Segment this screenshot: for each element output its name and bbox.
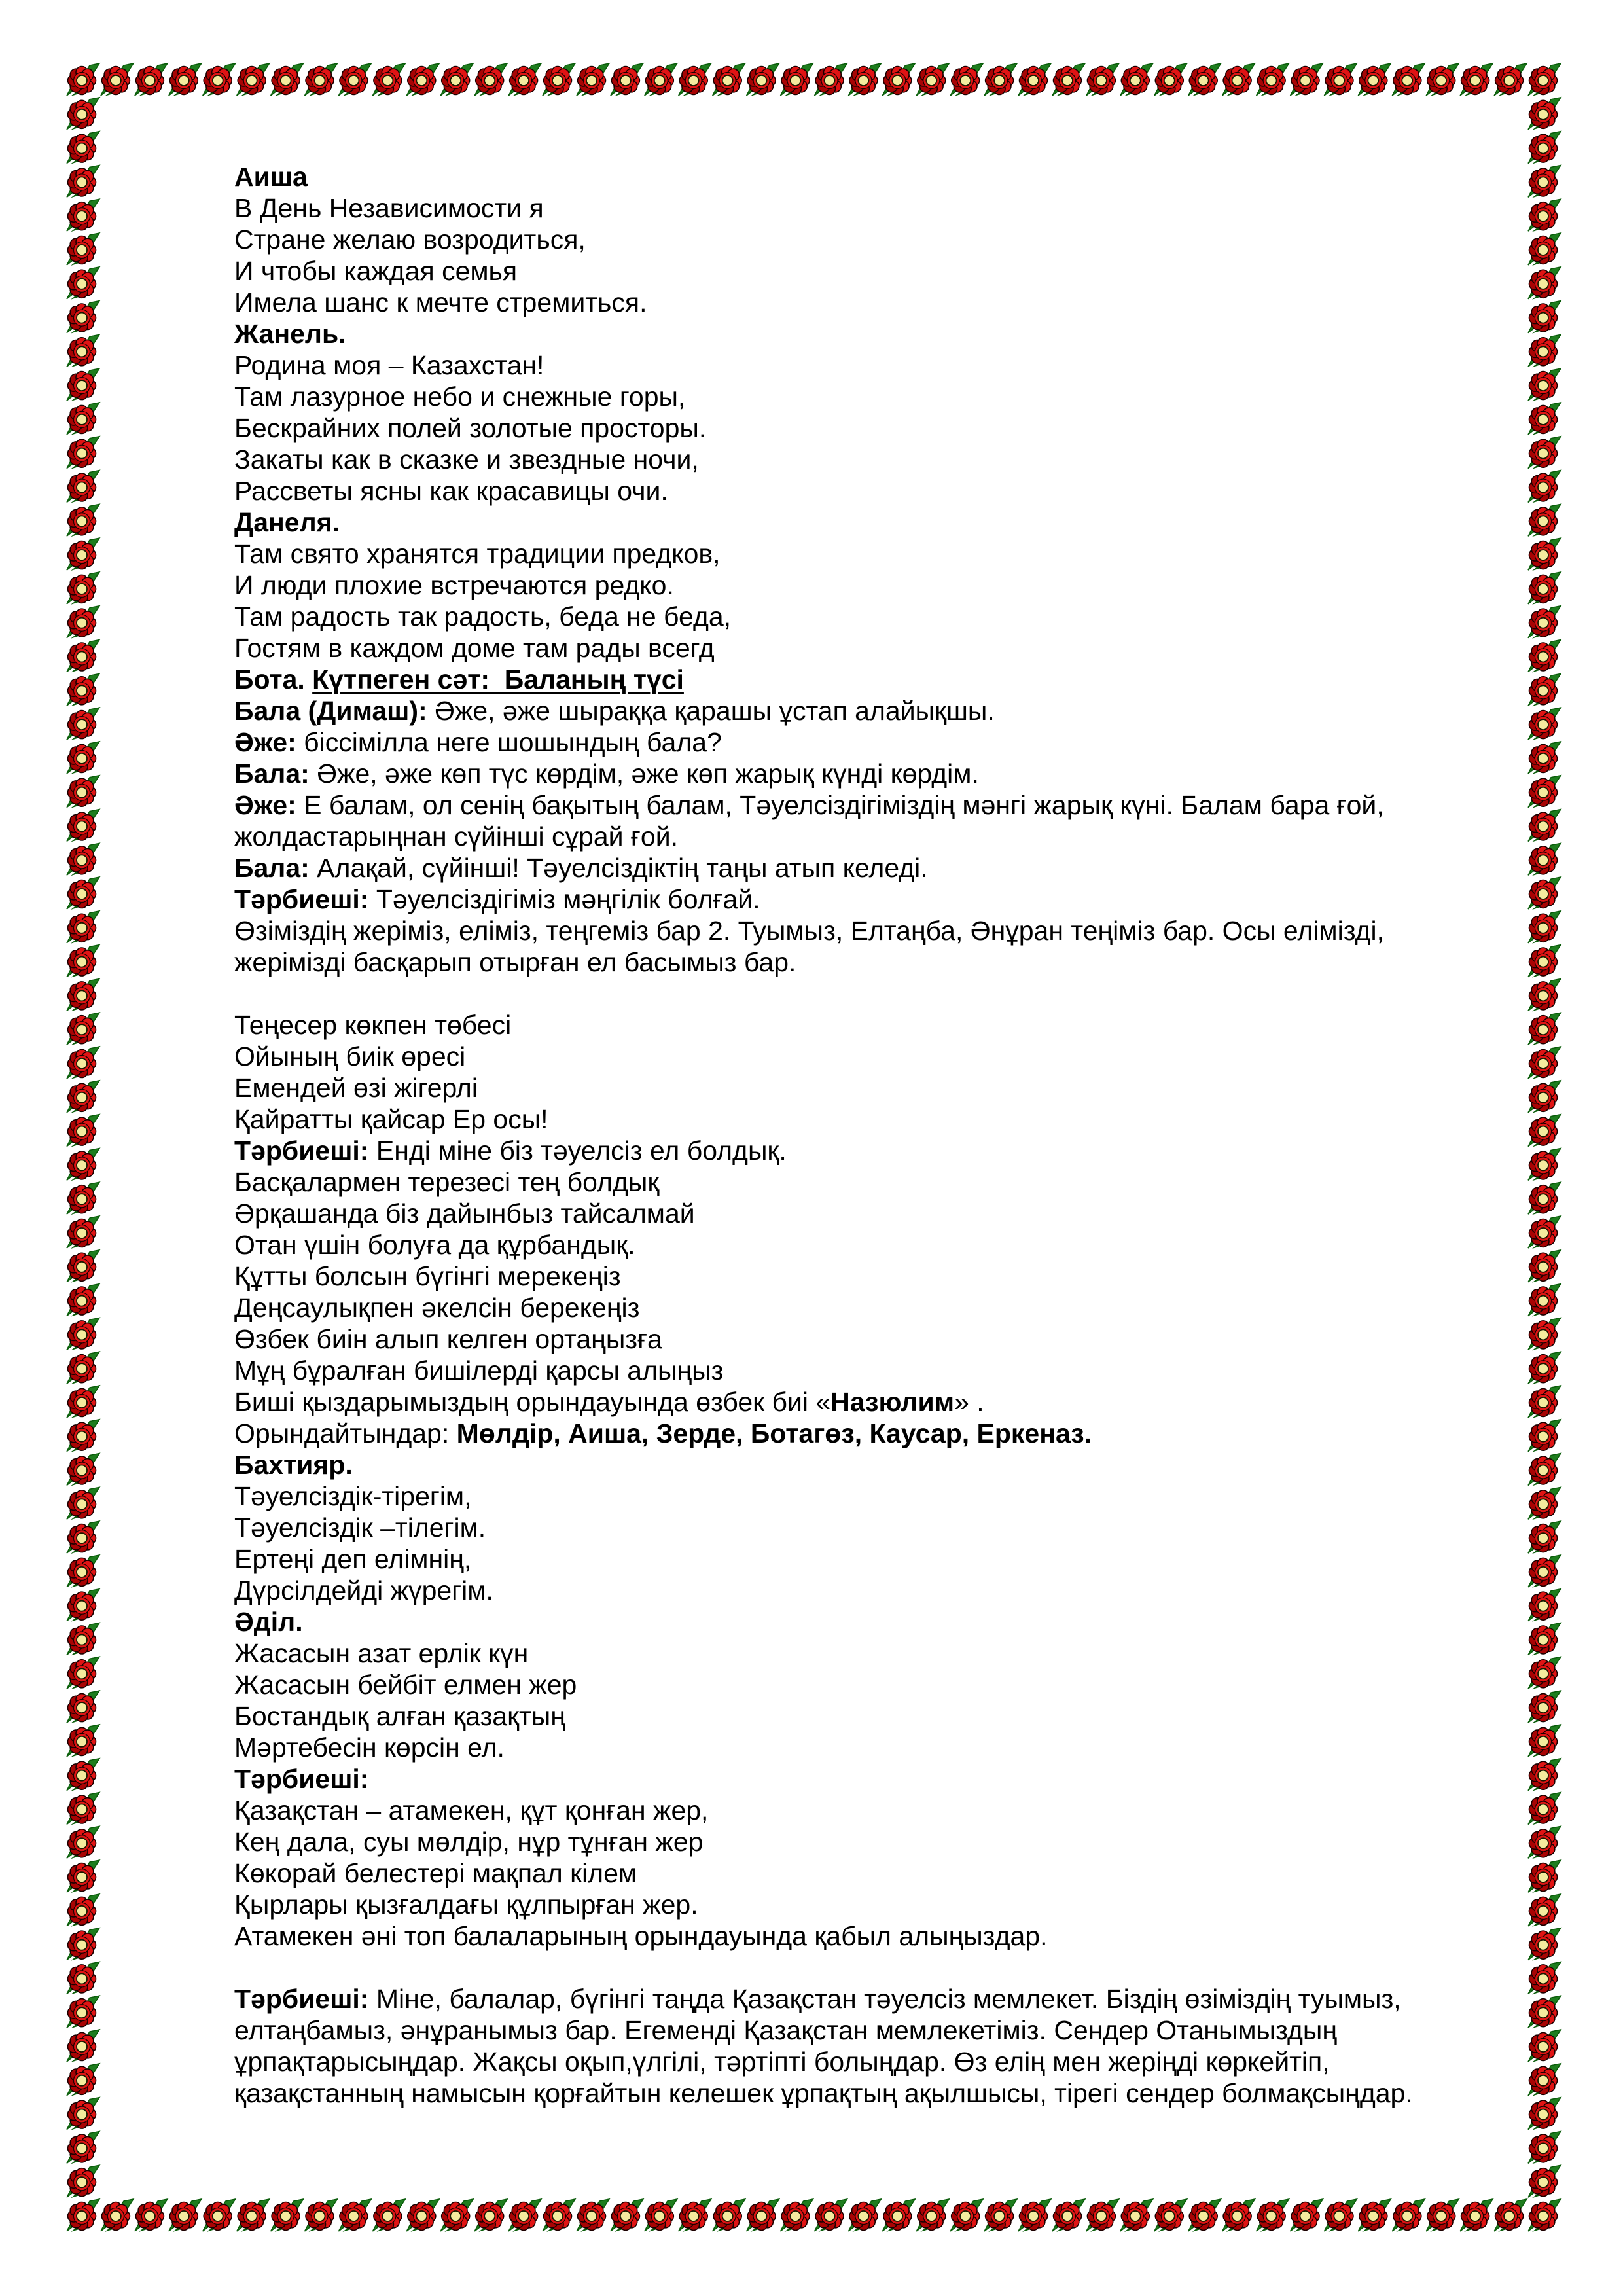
text-line [234,1575,1478,1606]
text-run: Там радость так радость, беда не беда, [234,601,732,632]
text-line [234,1198,1478,1229]
text-line [234,318,1478,350]
text-line [234,1009,1478,1041]
text-line [234,1732,1478,1763]
text-run: Емендей өзі жігерлі [234,1073,478,1103]
text-run: » . [954,1387,984,1417]
text-line [234,507,1478,538]
text-run: Кең дала, суы мөлдір, нұр тұнған жер [234,1827,704,1857]
text-run: Тәрбиеші: [234,1984,376,2014]
text-line [234,569,1478,601]
text-line [234,412,1478,444]
text-run: Күтпеген сәт: Баланың түсі [312,664,684,694]
text-run: Тәуелсіздік –тілегім. [234,1513,486,1543]
text-line [234,1543,1478,1575]
text-run: Көкорай белестері мақпал кілем [234,1858,637,1888]
text-run: Қайратты қайсар Ер осы! [234,1104,548,1134]
text-line [234,852,1478,884]
text-line [234,726,1478,758]
text-line [234,1480,1478,1512]
text-line [234,287,1478,318]
text-line [234,1355,1478,1386]
text-run: Родина моя – Казахстан! [234,350,544,380]
text-line [234,1920,1478,1952]
text-line [234,224,1478,255]
text-line [234,1135,1478,1166]
text-run: Тәрбиеші: [234,1136,376,1166]
text-line [234,1229,1478,1261]
text-line [234,946,1478,978]
text-line [234,664,1478,695]
text-run: Стране желаю возродиться, [234,224,586,255]
text-run: Орындайтындар: [234,1418,457,1448]
text-line [234,1449,1478,1480]
text-line [234,192,1478,224]
text-run: ұрпақтарысыңдар. Жақсы оқып,үлгілі, тәртіпті болыңдар. Өз елің мен жеріңді көркейтіп, [234,2047,1330,2077]
text-run: И чтобы каждая семья [234,256,518,286]
text-run: Рассветы ясны как красавицы очи. [234,476,668,506]
text-run: Теңесер көкпен төбесі [234,1010,512,1040]
text-run: Бала (Димаш): [234,696,435,726]
text-run: Тәрбиеші: [234,1764,369,1794]
text-run: В День Независимости я [234,193,544,223]
text-line [234,789,1478,821]
text-run: қазақстанның намысын қорғайтын келешек ұрпақтың ақылшысы, тірегі сендер болмақсыңдар. [234,2078,1413,2108]
text-run: Жасасын азат ерлік күн [234,1638,529,1668]
text-line [234,255,1478,287]
text-line [234,1512,1478,1543]
text-run: Басқалармен терезесі тең болдық [234,1167,660,1197]
text-run: Тәрбиеші: [234,884,376,914]
text-line [234,601,1478,632]
text-line [234,821,1478,852]
text-run: Ертеңі деп елімнің, [234,1544,472,1574]
text-line [234,1072,1478,1103]
document-text [234,161,1478,2109]
text-run: Алақай, сүйінші! Тәуелсіздіктің таңы атып келеді. [317,853,928,883]
text-line [234,1166,1478,1198]
text-run: Бахтияр. [234,1450,353,1480]
text-line [234,1103,1478,1135]
text-line [234,161,1478,192]
text-run: Мұң бұралған бишілерді қарсы алыңыз [234,1355,724,1386]
text-run: Данеля. [234,507,340,537]
text-line [234,695,1478,726]
text-line [234,758,1478,789]
text-line [234,1386,1478,1418]
text-line [234,350,1478,381]
text-line [234,2046,1478,2077]
text-run: Әділ. [234,1607,303,1637]
text-run: И люди плохие встречаются редко. [234,570,674,600]
text-run: Әже: [234,790,304,820]
text-run: Гостям в каждом доме там рады всегд [234,633,715,663]
text-line [234,538,1478,569]
text-line [234,1261,1478,1292]
text-line [234,444,1478,475]
text-run: елтаңбамыз, әнұранымыз бар. Егеменді Қазақстан мемлекетіміз. Сендер Отанымыздың [234,2015,1338,2045]
text-line [234,1700,1478,1732]
text-run: Имела шанс к мечте стремиться. [234,287,647,317]
text-line [234,1763,1478,1795]
text-line [234,1606,1478,1638]
text-line [234,1041,1478,1072]
text-run: Дүрсілдейді жүрегім. [234,1575,493,1605]
text-line [234,2077,1478,2109]
text-line [234,1292,1478,1323]
text-line [234,1418,1478,1449]
text-run: Тәуелсіздік-тірегім, [234,1481,472,1511]
text-run: Бескрайних полей золотые просторы. [234,413,707,443]
text-run: Енді міне біз тәуелсіз ел болдық. [376,1136,787,1166]
text-line [234,1857,1478,1889]
text-run: Қырлары қызғалдағы құлпырған жер. [234,1890,698,1920]
text-run: біссімілла неге шошындың бала? [304,727,722,757]
text-line [234,1669,1478,1700]
text-run: Закаты как в сказке и звездные ночи, [234,444,699,475]
text-line [234,475,1478,507]
text-run: Жанель. [234,319,346,349]
text-line [234,1795,1478,1826]
text-run: Аиша [234,162,308,192]
text-run: Жасасын бейбіт елмен жер [234,1670,577,1700]
text-run: Там свято хранятся традиции предков, [234,539,721,569]
text-run: Әрқашанда біз дайынбыз тайсалмай [234,1198,695,1229]
text-line [234,1952,1478,1983]
text-run: Ойының биік өресі [234,1041,466,1071]
text-run: Биші қыздарымыздың орындауында өзбек биі « [234,1387,831,1417]
text-line [234,1826,1478,1857]
text-run: Деңсаулықпен әкелсін берекеңіз [234,1293,640,1323]
text-line [234,1983,1478,2015]
text-line [234,915,1478,946]
text-run: Атамекен әні топ балаларының орындауында қабыл алыңыздар. [234,1921,1048,1951]
text-run: Бала: [234,759,317,789]
text-run: Мәртебесін көрсін ел. [234,1732,505,1763]
text-line [234,2015,1478,2046]
text-run: Әже, әже шыраққа қарашы ұстап алайықшы. [435,696,995,726]
text-run: Назюлим [830,1387,955,1417]
text-run: Әже, әже көп түс көрдім, әже көп жарық күнді көрдім. [317,759,979,789]
text-run: Бота. [234,664,313,694]
text-line [234,978,1478,1009]
text-run: жолдастарыңнан сүйінші сұрай ғой. [234,821,678,852]
text-run: Бала: [234,853,317,883]
text-run: Құтты болсын бүгінгі мерекеңіз [234,1261,621,1291]
text-run: Бостандық алған қазақтың [234,1701,565,1731]
text-run: Қазақстан – атамекен, құт қонған жер, [234,1795,709,1825]
text-line [234,1323,1478,1355]
text-line [234,1889,1478,1920]
text-line [234,632,1478,664]
text-line [234,381,1478,412]
text-run: Өзіміздің жеріміз, еліміз, теңгеміз бар 2. Туымыз, Елтаңба, Әнұран теңіміз бар. Осы елімізді, [234,916,1385,946]
text-run: Өзбек биін алып келген ортаңызға [234,1324,662,1354]
text-run: Отан үшін болуға да құрбандық. [234,1230,635,1260]
text-run: Мөлдір, Аиша, Зерде, Ботагөз, Каусар, Еркеназ. [456,1418,1092,1448]
text-line [234,1638,1478,1669]
text-run: Міне, балалар, бүгінгі таңда Қазақстан тәуелсіз мемлекет. Біздің өзіміздің туымыз, [376,1984,1401,2014]
text-run: Е балам, ол сенің бақытың балам, Тәуелсіздігіміздің мәнгі жарық күні. Балам бара ғой, [304,790,1384,820]
text-run: Әже: [234,727,304,757]
text-run: Там лазурное небо и снежные горы, [234,382,686,412]
text-line [234,884,1478,915]
text-run: Тәуелсіздігіміз мәңгілік болғай. [376,884,760,914]
text-run: жерімізді басқарып отырған ел басымыз бар. [234,947,796,977]
